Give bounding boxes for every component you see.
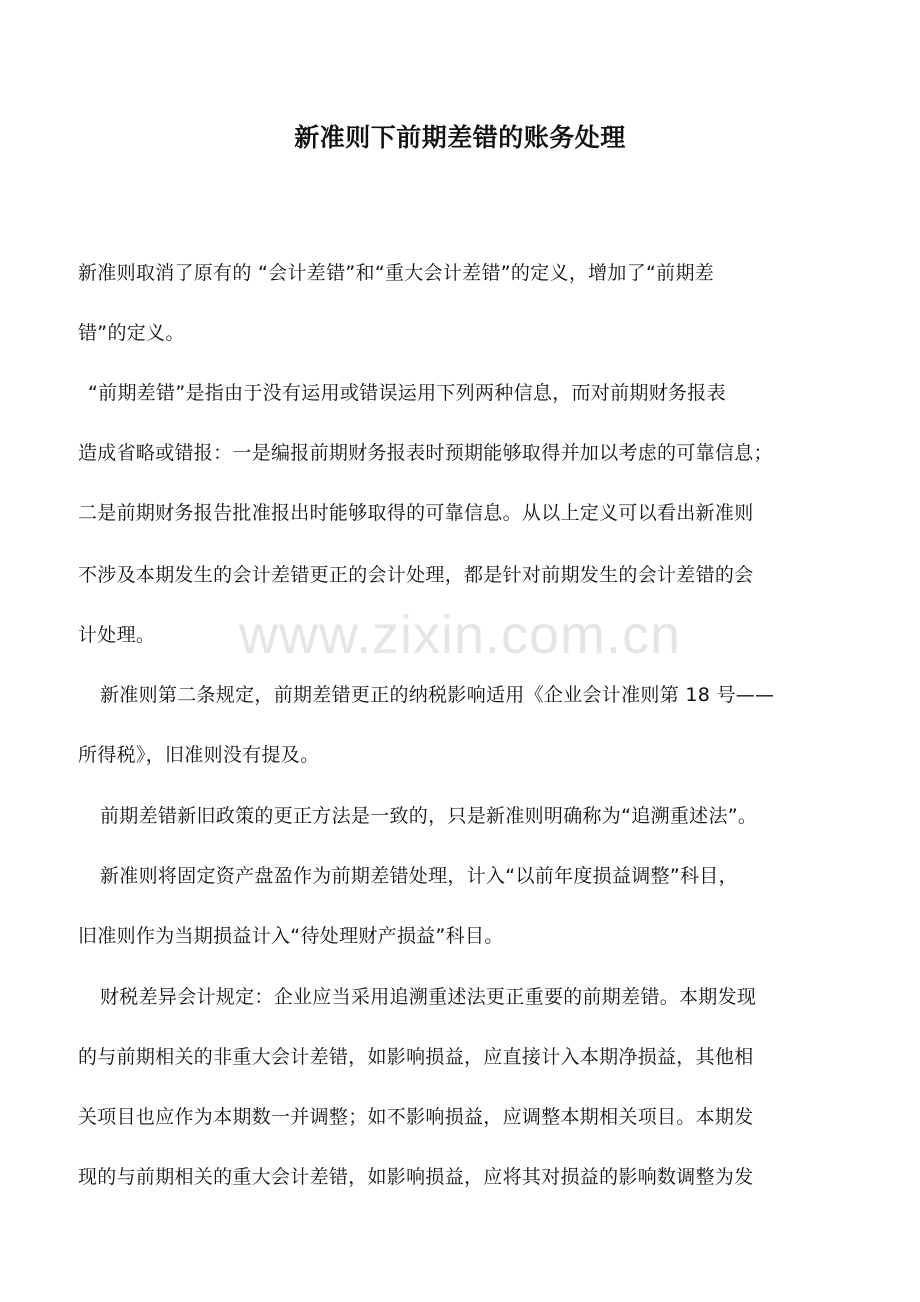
paragraph-2-line-4: 不涉及本期发生的会计差错更正的会计处理，都是针对前期发生的会计差错的会 bbox=[78, 564, 754, 586]
paragraph-1-line-1: 新准则取消了原有的 “会计差错”和“重大会计差错”的定义，增加了“前期差 bbox=[78, 262, 715, 284]
paragraph-2-line-1: “前期差错”是指由于没有运用或错误运用下列两种信息，而对前期财务报表 bbox=[88, 382, 726, 404]
paragraph-2-line-2: 造成省略或错报：一是编报前期财务报表时预期能够取得并加以考虑的可靠信息； bbox=[78, 442, 773, 464]
watermark-text: www.zixin.com.cn bbox=[238, 605, 682, 665]
paragraph-6-line-3: 关项目也应作为本期数一并调整；如不影响损益，应调整本期相关项目。本期发 bbox=[78, 1106, 754, 1128]
document-title: 新准则下前期差错的账务处理 bbox=[294, 123, 626, 152]
paragraph-4-line-1: 前期差错新旧政策的更正方法是一致的，只是新准则明确称为“追溯重述法”。 bbox=[100, 805, 758, 827]
paragraph-2-line-3: 二是前期财务报告批准报出时能够取得的可靠信息。从以上定义可以看出新准则 bbox=[78, 502, 754, 524]
paragraph-6-line-1: 财税差异会计规定：企业应当采用追溯重述法更正重要的前期差错。本期发现 bbox=[100, 986, 757, 1008]
paragraph-3-line-2: 所得税》，旧准则没有提及。 bbox=[78, 744, 320, 766]
paragraph-1-line-2: 错”的定义。 bbox=[78, 322, 185, 344]
paragraph-5-line-1: 新准则将固定资产盘盈作为前期差错处理，计入“以前年度损益调整”科目， bbox=[100, 865, 738, 887]
paragraph-6-line-2: 的与前期相关的非重大会计差错，如影响损益，应直接计入本期净损益，其他相 bbox=[78, 1046, 754, 1068]
paragraph-3-line-1: 新准则第二条规定，前期差错更正的纳税影响适用《企业会计准则第 18 号—— bbox=[100, 684, 775, 706]
paragraph-2-line-5: 计处理。 bbox=[78, 624, 156, 646]
paragraph-6-line-4: 现的与前期相关的重大会计差错，如影响损益，应将其对损益的影响数调整为发 bbox=[78, 1166, 754, 1188]
paragraph-5-line-2: 旧准则作为当期损益计入“待处理财产损益”科目。 bbox=[78, 925, 504, 947]
